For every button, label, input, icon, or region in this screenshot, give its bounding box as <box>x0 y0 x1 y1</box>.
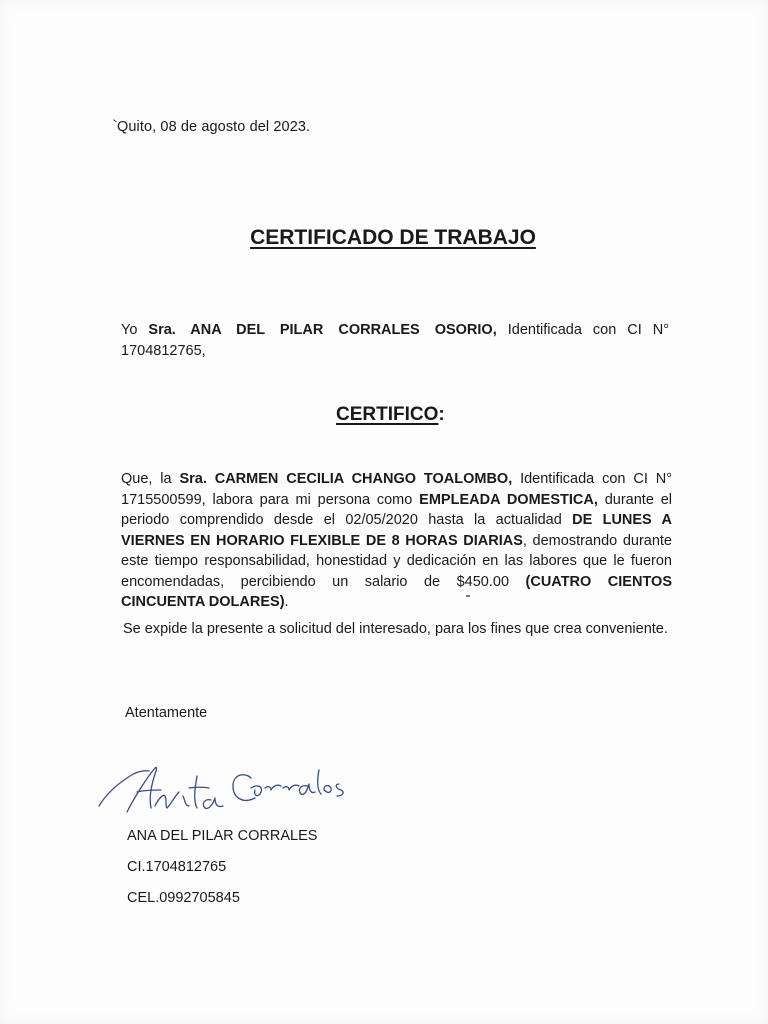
signature-corrales <box>233 770 343 800</box>
intro-paragraph <box>121 320 669 362</box>
body-qualities: , demostrando durante este tiempo responsabilidad, honestidad y dedicación en las labores que le fueron encomendadas, percibiendo un salario de $450.00 <box>121 532 672 590</box>
certifico-heading <box>336 404 445 426</box>
intro-suffix: Identificada con CI N° 1704812765, <box>121 322 669 359</box>
certifico-word: CERTIFICO <box>336 404 439 425</box>
salutation: Atentamente <box>125 705 208 721</box>
date-line: Quito, 08 de agosto del 2023. <box>117 119 311 135</box>
signer-name: ANA DEL PILAR CORRALES <box>127 828 318 844</box>
intro-prefix: Yo <box>121 322 149 338</box>
certification-paragraph <box>121 469 672 613</box>
signature-nita <box>155 776 223 808</box>
employee-name: Sra. CARMEN CECILIA CHANGO TOALOMBO, <box>179 471 513 487</box>
document-title: CERTIFICADO DE TRABAJO <box>250 226 536 249</box>
body-period: durante el periodo comprendido desde el 02/05/2020 hasta la actualidad <box>121 491 673 528</box>
stray-mark <box>466 595 470 597</box>
signer-details <box>127 828 317 921</box>
work-schedule: DE LUNES A VIERNES EN HORARIO FLEXIBLE DE 8 HORAS DIARIAS <box>121 512 672 549</box>
employee-position: EMPLEADA DOMESTICA, <box>419 491 598 508</box>
stray-tick-mark <box>111 119 117 125</box>
closing-paragraph: Se expide la presente a solicitud del interesado, para los fines que crea conveniente. <box>123 621 668 637</box>
issuer-name: Sra. ANA DEL PILAR CORRALES OSORIO, <box>148 322 497 338</box>
certifico-colon: : <box>438 404 445 425</box>
body-end: . <box>284 594 289 610</box>
salary-in-words: (CUATRO CIENTOS CINCUENTA DOLARES) <box>121 573 672 610</box>
handwritten-signature <box>93 752 363 822</box>
signer-ci: CI.1704812765 <box>127 859 227 875</box>
body-ci: Identificada con CI N° 1715500599, labora para mi persona como <box>121 471 672 508</box>
signature-strokes <box>99 767 343 812</box>
signer-cel: CEL.0992705845 <box>127 890 240 906</box>
body-start: Que, la <box>121 471 180 487</box>
signature-initial-a <box>99 767 161 812</box>
